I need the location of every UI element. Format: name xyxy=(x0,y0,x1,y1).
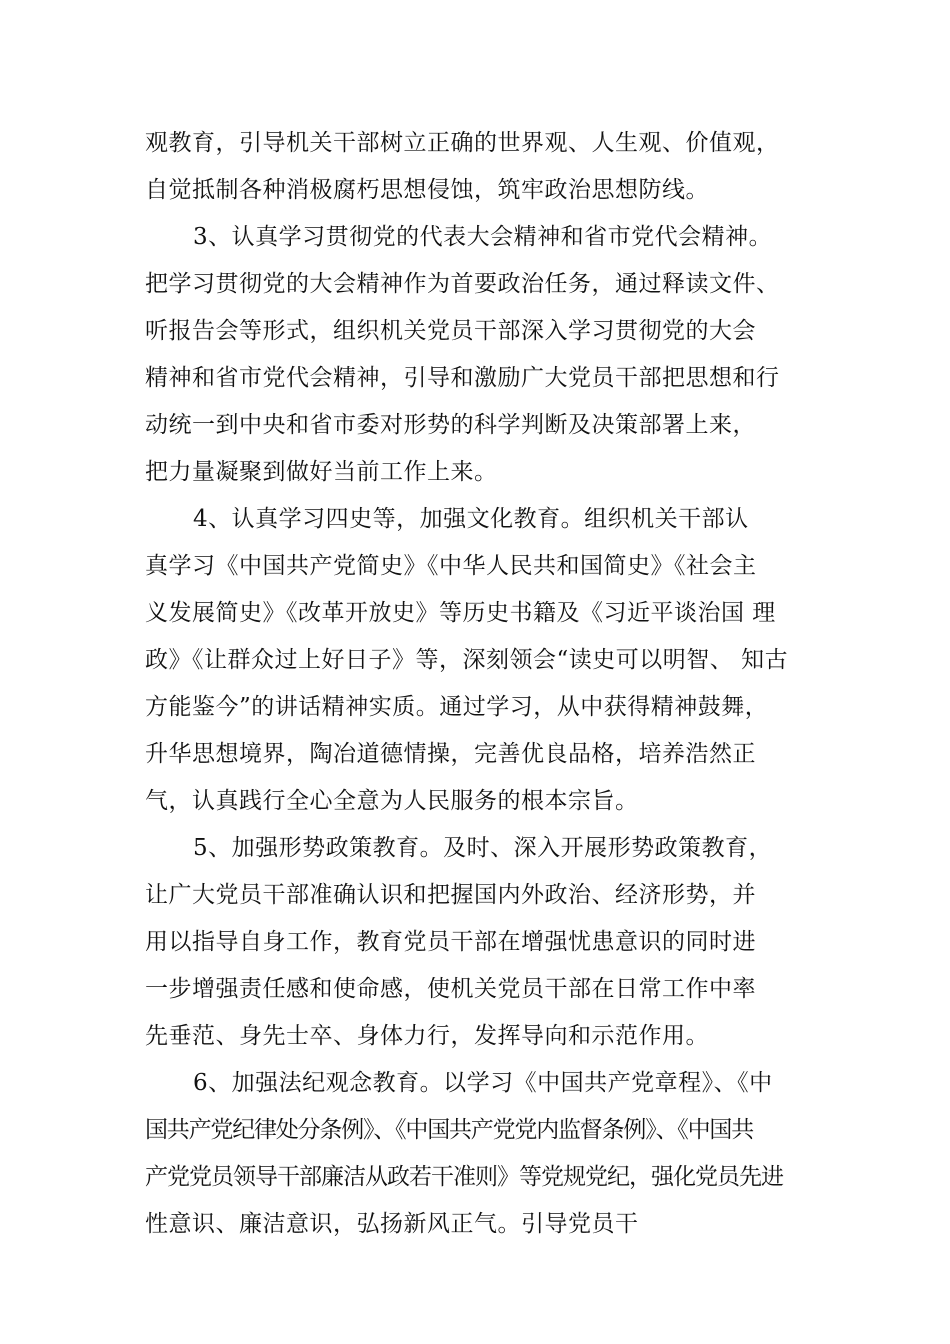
item-heading-4: 4、认真学习四史等，加强文化教育。组织机关干部认 xyxy=(193,506,749,532)
item-heading-3: 3、认真学习贯彻党的代表大会精神和省市党代会精神。 xyxy=(193,224,773,250)
text-line: 产党党员领导干部廉洁从政若干准则》等党规党纪，强化党员先进 xyxy=(145,1164,783,1190)
text-line: 把学习贯彻党的大会精神作为首要政治任务，通过释读文件、 xyxy=(145,271,780,297)
text-line: 国共产党纪律处分条例》、《中国共产党党内监督条例》、《中国共 xyxy=(145,1117,754,1143)
item-heading-6: 6、加强法纪观念教育。以学习《中国共产党章程》、《中 xyxy=(193,1070,773,1096)
text-line: 精神和省市党代会精神，引导和激励广大党员干部把思想和行 xyxy=(145,365,780,391)
text-line: 气，认真践行全心全意为人民服务的根本宗旨。 xyxy=(145,788,639,814)
text-line: 方能鉴今”的讲话精神实质。通过学习，从中获得精神鼓舞， xyxy=(145,694,769,720)
text-line: 政》《让群众过上好日子》等，深刻领会“读史可以明智、 知古 xyxy=(145,647,789,673)
text-line: 用以指导自身工作，教育党员干部在增强忧患意识的同时进 xyxy=(145,929,756,955)
text-line: 听报告会等形式，组织机关党员干部深入学习贯彻党的大会 xyxy=(145,318,756,344)
text-line: 观教育，引导机关干部树立正确的世界观、人生观、价值观， xyxy=(145,130,780,156)
text-line: 先垂范、身先士卒、身体力行，发挥导向和示范作用。 xyxy=(145,1023,709,1049)
body-text xyxy=(145,120,845,1248)
text-line: 义发展简史》《改革开放史》等历史书籍及《习近平谈治国 理 xyxy=(145,600,776,626)
text-line: 升华思想境界，陶冶道德情操，完善优良品格，培养浩然正 xyxy=(145,741,756,767)
text-line: 一步增强责任感和使命感，使机关党员干部在日常工作中率 xyxy=(145,976,756,1002)
text-line: 动统一到中央和省市委对形势的科学判断及决策部署上来， xyxy=(145,412,756,438)
text-line: 真学习《中国共产党简史》《中华人民共和国简史》《社会主 xyxy=(145,553,757,579)
item-heading-5: 5、加强形势政策教育。及时、深入开展形势政策教育， xyxy=(193,835,773,861)
text-line: 把力量凝聚到做好当前工作上来。 xyxy=(145,459,498,485)
text-line: 自觉抵制各种消极腐朽思想侵蚀，筑牢政治思想防线。 xyxy=(145,177,709,203)
text-line: 让广大党员干部准确认识和把握国内外政治、经济形势，并 xyxy=(145,882,756,908)
text-line: 性意识、廉洁意识，弘扬新风正气。引导党员干 xyxy=(145,1211,639,1237)
